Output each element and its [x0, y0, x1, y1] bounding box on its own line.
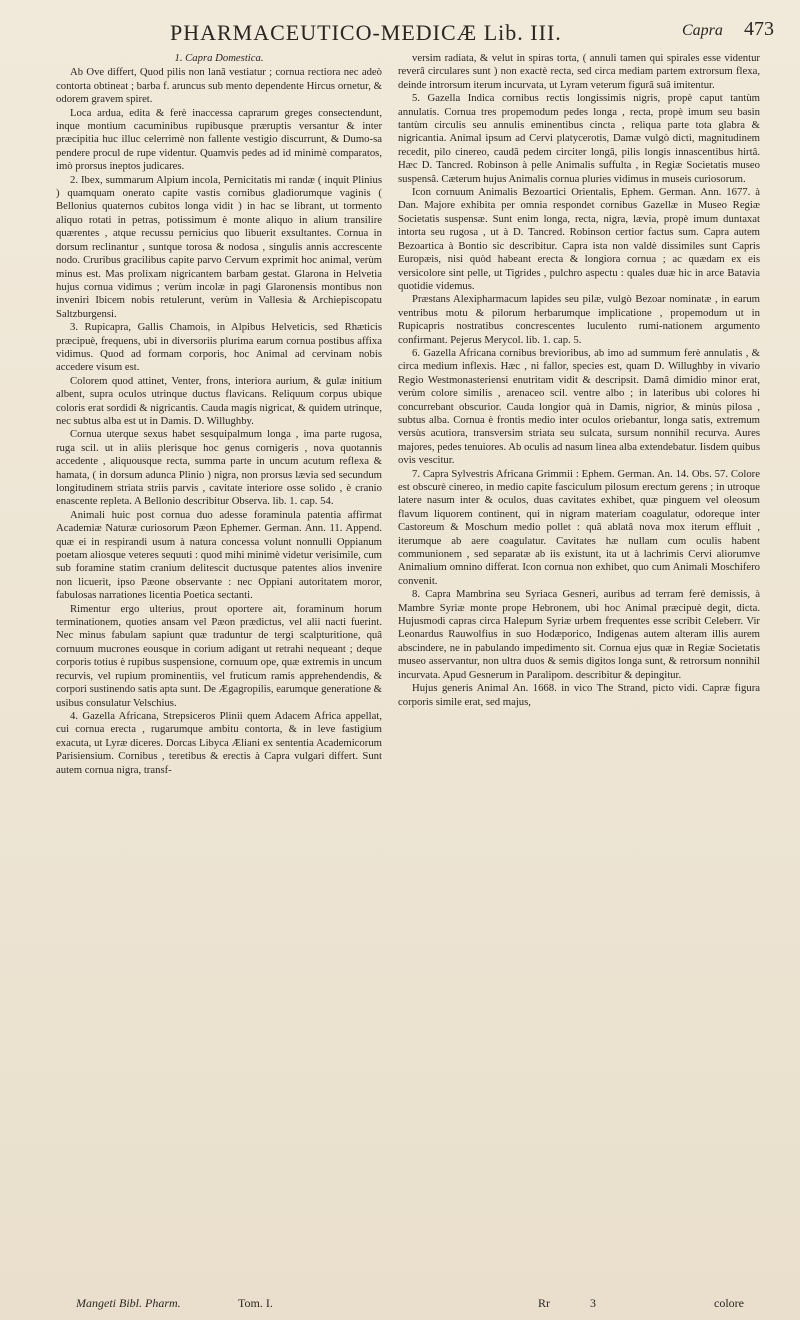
entry-heading: 1. Capra Domestica.: [174, 52, 264, 64]
paragraph: Loca ardua, edita & ferè inaccessa caprarum greges consectendunt, inque montium cacuminibus rupibusque præruptis versantur & inter præcipitia huc illuc celerrimè non fallente vestigio discurrunt, & Dumo-sa pendere procul de rupe videntur. Quamvis pedes ad id minimè comparatos, imò prorsus ineptos judicares.: [56, 106, 382, 173]
right-column: [398, 52, 760, 709]
footer-book-title: Mangeti Bibl. Pharm.: [76, 1296, 181, 1310]
paragraph: 4. Gazella Africana, Strepsiceros Plinii quem Adacem Africa appellat, cui cornua erecta , rugarumque ambitu contorta, & in leve fastigium exacuta, ut Lyræ diceres. Dorcas Libyca Æliani ex sententia Academicorum Parisiensium. Cornibus , teretibus & erectis à Capra vulgari differt. Sunt autem cornua nigra, transf-: [56, 709, 382, 776]
paragraph: 6. Gazella Africana cornibus brevioribus, ab imo ad summum ferè annulatis , & circa medium inflexis. Hæc , ni fallor, species est, quam D. Willughby in vivario Regio Westmonasteriensi enutritam vidit & descripsit. Damâ dimidio minor erat, verùm colore similis , arenaceo scil. ventre albo ; in lateribus ubi colores hi concurrebant obscurior. Cauda longior quà in Damis, nigrior, & minùs pilosa , subtus alba. Cornua è frontis medio inter oculos oriebantur, longa satis, extremum versùs acutiora, transversim striata seu sulcata, sursum nonnihil recurva. Aures majores, pedes tenuiores. Ab oculis ad nasum linea alba extendebatur. Iisdem quibus ovis vescitur.: [398, 346, 760, 467]
catchword: colore: [714, 1296, 744, 1310]
paragraph: Animali huic post cornua duo adesse foraminula patentia affirmat Academiæ Naturæ curiosorum Pæon Ephemer. German. Ann. 11. Append. quæ ei in respirandi usum à natura concessa volunt nonnulli Oppianum poetam aliosque veteres sequuti : quod mihi minimè videtur verisimile, cum sub foramine statim cranium delitescit ductusque patentes alios invenire non licuerit, ipso Pæone observante : nec Oppiani autoritatem moror, fabulosas narrationes licentia Poetica sectanti.: [56, 508, 382, 602]
paragraph: Icon cornuum Animalis Bezoartici Orientalis, Ephem. German. Ann. 1677. à Dan. Majore exhibita per omnia respondet cornibus Gazellæ in Museo Regiæ Societatis suspensæ. Sunt enim longa, recta, nigra, lævia, propè imum duntaxat intorta seu rugosa , ut à D. Tancred. Robinson certior factus sum. Capra autem Bezoartica à Bontio sic describitur. Capra ista non valdè dissimiles sunt Capris Europæis, nisi quòd habeant erecta & longiora cornua ; ac quædam ex eis versicolore sint pelle, ut Tigrides , pulchro aspectu : quales duæ hic in arce Batavia quotidie videmus.: [398, 186, 760, 292]
page-footer: [0, 1296, 800, 1316]
section-title: Capra: [682, 22, 723, 39]
paragraph: Ab Ove differt, Quod pilis non lanâ vestiatur ; cornua rectiora nec adeò contorta obtineat ; barba f. aruncus sub mento dependente Hircus ornetur, & odorem gravem spiret.: [56, 66, 382, 106]
paragraph: Rimentur ergo ulterius, prout oportere ait, foraminum horum terminationem, quoties ansam vel Pæon prædictus, vel alii nacti fuerint. Nec minus fabulam sapiunt quæ traduntur de tergi scalpturitione, quâ cornuum mucrones eousque in corium adigant ut retrahi nequeant ; deque corporis totius è rupibus suspensione, cornuum ope, quæ extremis in uncum recurvis, vel rupium prominentiis, vel fruticum ramis apprehendendis, & corpori sustinendo satis apta sunt. De Ægagropilis, earumque generatione & usibus consulatur Velschius.: [56, 602, 382, 709]
paragraph: 7. Capra Sylvestris Africana Grimmii : Ephem. German. An. 14. Obs. 57. Colore est obscurè cinereo, in medio capite fasciculum pilosum erectum gerens ; in utroque latere nasum inter & oculos, duas cavitates exhibet, quæ pinguem vel oleosum flavum liquorem continent, qui in nigram materiam coagulatur, odoreque inter Castoreum & Moschum medio pollet : quâ ablatâ nova mox iterum effluit , iterumque ab aere coagulatur. Cavitates hæ nullam cum oculis habent communionem , sed separatæ ab iis existunt, ita ut à lachrimis Cervi aliorumve Animalium omnino differat. Icon cornua non exhibet, quo cum Animali Moschifero convenit.: [398, 467, 760, 587]
paragraph: Præstans Alexipharmacum lapides seu pilæ, vulgò Bezoar nominatæ , in earum ventribus motu & pilorum herbarumque implicatione , propemodum ut in Rupicapris nostratibus concrescentes luculento rumi-nationem argumento confirmant. Pejerus Merycol. lib. 1. cap. 5.: [398, 293, 760, 346]
paragraph: 8. Capra Mambrina seu Syriaca Gesneri, auribus ad terram ferè demissis, à Mambre Syriæ monte prope Hebronem, ubi hoc Animal præcipuè degit, dicta. Hujusmodi capras circa Halepum Syriæ urbem frequentes esse scribit Celeberr. Vir Leonardus Rauwolfius in suo Hodæporico, Indigenas autem alteram illis aurem abscindere, ne in pabulando impedimento sit. Cornua ejus quæ in Regiæ Societatis museo asservantur, non ultra duos & semis digitos longa sunt, & retrorsum nonnihil incurvata. Apud Gesnerum in Paralipom. describitur & depingitur.: [398, 588, 760, 681]
footer-volume: Tom. I.: [238, 1296, 273, 1310]
left-column: [56, 52, 382, 777]
paragraph: 3. Rupicapra, Gallis Chamois, in Alpibus Helveticis, sed Rhæticis præcipuè, frequens, ubi in diversoriis plurima earum cornua postibus affixa vidimus. Quod ad formam corporis, hoc Animal ad cervinam nobis accedere visum est.: [56, 321, 382, 374]
running-title: PHARMACEUTICO-MEDICÆ Lib. III.: [170, 20, 562, 45]
paragraph: versim radiata, & velut in spiras torta, ( annuli tamen qui spirales esse videntur reverâ circulares sunt ) non exactè recta, sed circa mediam partem extrorsum flexa, deinde introrsum iterum incurvata, ut Lyram veterum figurâ suâ imitentur.: [398, 52, 760, 91]
paragraph: Colorem quod attinet, Venter, frons, interiora aurium, & gulæ initium albent, supra oculos utrinque ductus flavicans. Reliquum corpus ubique coloris erat sordidi & nigricantis. Cauda magis nigricat, & quidem utrinque, nec subtus alba est ut in Damis. D. Willughby.: [56, 374, 382, 427]
paragraph: Hujus generis Animal An. 1668. in vico The Strand, picto vidi. Capræ figura corporis simile erat, sed majus,: [398, 682, 760, 708]
running-header: [0, 14, 800, 50]
signature-number: 3: [590, 1296, 596, 1310]
paragraph: 2. Ibex, summarum Alpium incola, Pernicitatis mi randæ ( inquit Plinius ) quamquam onerato capite vastis cornibus gladiorumque vaginis ( Bellonius quaternos cubitos longa vidit ) in hac se librant, ut tormento aliquo rotati in petras, potissimum è monte aliquo in alium transilire quærentes , atque recussu pernicius quo libuerit exsultantes. Cornua in dorsum reclinantur , suntque torosa & nodosa , singulis annis accrescente nodo. Cruribus gracilibus capite parvo Cervum exprimit hoc animal, verùm minus est. Mas prolixam nigricantem barbam gestat. Glarona in Helvetia hujus cornua vidimus ; verùm incolæ in pagi Glaronensis montibus non inveniri Ibicem nobis retulerunt, verùm in Vallesia & Archiepiscopatu Saltzburgensi.: [56, 173, 382, 320]
paragraph: Cornua uterque sexus habet sesquipalmum longa , ima parte rugosa, ruga scil. ut in aliis plerisque hoc genus cornigeris , nova quotannis accedente , aliquousque recta, summa parte in uncum acutum reflexa & hamata, ( in dorsum adunca Plinio ) nigra, non prorsus lævia sed secundum longitudinem striata striis parvis , cavitate interiore osse solido , è cranio enascente repleta. A Bellonio describitur Observa. lib. 1. cap. 54.: [56, 428, 382, 508]
paragraph: 5. Gazella Indica cornibus rectis longissimis nigris, propè caput tantùm annulatis. Cornua tres propemodum pedes longa , recta, propè imum seu basin tantùm circulis seu annulis eminentibus cincta , reliqua parte tota glabra & nigricantia. Animal ipsum ad Cervi platycerotis, Damæ vulgò dicti, magnitudinem recedit, pilo cinereo, caudâ pedem circiter longâ, pilis longis innascentibus hirtâ. Hæc D. Tancred. Robinson à pelle Animalis suffulta , in Regiæ Societatis museo suspensâ. Cæterum hujus Animalis cornua pluries vidimus in museis curiosorum.: [398, 92, 760, 185]
page-number: 473: [744, 18, 774, 40]
signature-mark: Rr: [538, 1296, 550, 1310]
